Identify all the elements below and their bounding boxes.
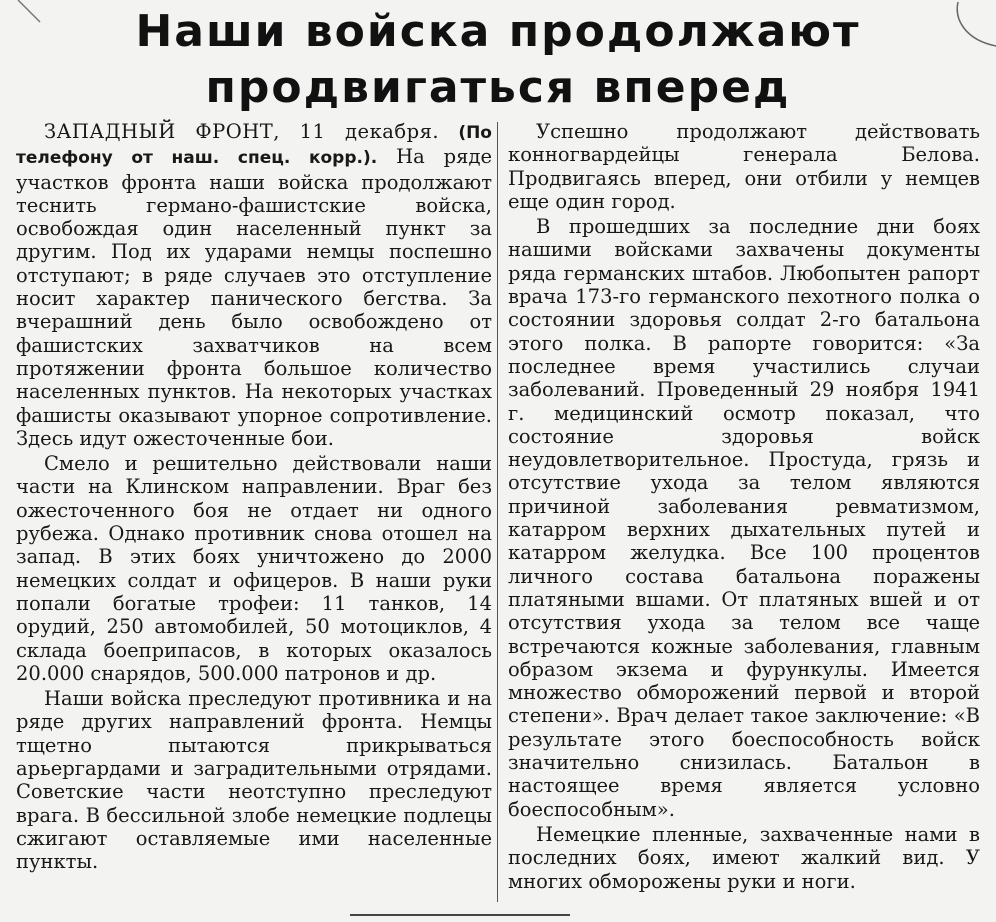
right-column [508,120,980,893]
source-note: (По телефону от наш. спец. корр.). [16,123,492,169]
left-paragraph-1-text: На ряде участков фронта наши войска продолжают теснить германо-фашистские войска, освобождая один населенный пункт за другим. Под их ударами немцы поспешно отступают; в ряде случаев это отступление носит характер панического бегства. За вчерашний день было освобождено от фашистских захватчиков на всем протяжении фронта большое количество населенных пунктов. На некоторых участках фашисты оказывают упорное сопротивление. Здесь идут ожесточенные бои. [16,145,493,450]
column-divider [497,122,498,902]
dateline: ЗАПАДНЫЙ ФРОНТ, 11 декабря. [44,120,440,143]
headline-line-1: Наши войска продолжают [135,6,861,57]
right-paragraph-3: Немецкие пленные, захваченные нами в последних боях, имеют жалкий вид. У многих обморожены руки и ноги. [508,822,980,893]
left-paragraph-1 [16,120,492,450]
right-paragraph-2: В прошедших за последние дни боях нашими войсками захвачены документы ряда германских штабов. Любопытен рапорт врача 173-го германского пехотного полка о состоянии здоровья солдат 2-го батальона этого полка. В рапорте говорится: «За последнее время участились случаи заболеваний. Проведенный 29 ноября 1941 г. медицинский осмотр показал, что состояние здоровья войск неудовлетворительное. Простуда, грязь и отсутствие ухода за телом являются причиной заболевания ревматизмом, катарром верхних дыхательных путей и катарром желудка. Все 100 процентов личного состава батальона поражены платяными вшами. От платяных вшей и от отсутствия ухода за телом все чаще встречаются кожные заболевания, главным образом экзема и фурункулы. Имеется множество обморожений первой и второй степени». Врач делает такое заключение: «В результате этого боеспособность войск значительно снизилась. Батальон в настоящее время является условно боеспособным». [508,215,980,821]
headline [0,4,996,116]
left-column [16,120,492,874]
right-paragraph-1: Успешно продолжают действовать конногвардейцы генерала Белова. Продвигаясь вперед, они отбили у немцев еще один город. [508,120,980,213]
left-paragraph-2: Смело и решительно действовали наши части на Клинском направлении. Враг без ожесточенного боя не отдает ни одного рубежа. Однако противник снова отошел на запад. В этих боях уничтожено до 2000 немецких солдат и офицеров. В наши руки попали богатые трофеи: 11 танков, 14 орудий, 250 автомобилей, 50 мотоциклов, 4 склада боеприпасов, в которых оказалось 20.000 снарядов, 500.000 патронов и др. [16,452,492,685]
headline-line-2: продвигаться вперед [205,62,791,113]
bottom-rule [350,914,570,916]
left-paragraph-3: Наши войска преследуют противника и на ряде других направлений фронта. Немцы тщетно пытаются прикрываться арьергардами и заградительными отрядами. Советские части неотступно преследуют врага. В бессильной злобе немецкие подлецы сжигают оставляемые ими населенные пункты. [16,687,492,874]
